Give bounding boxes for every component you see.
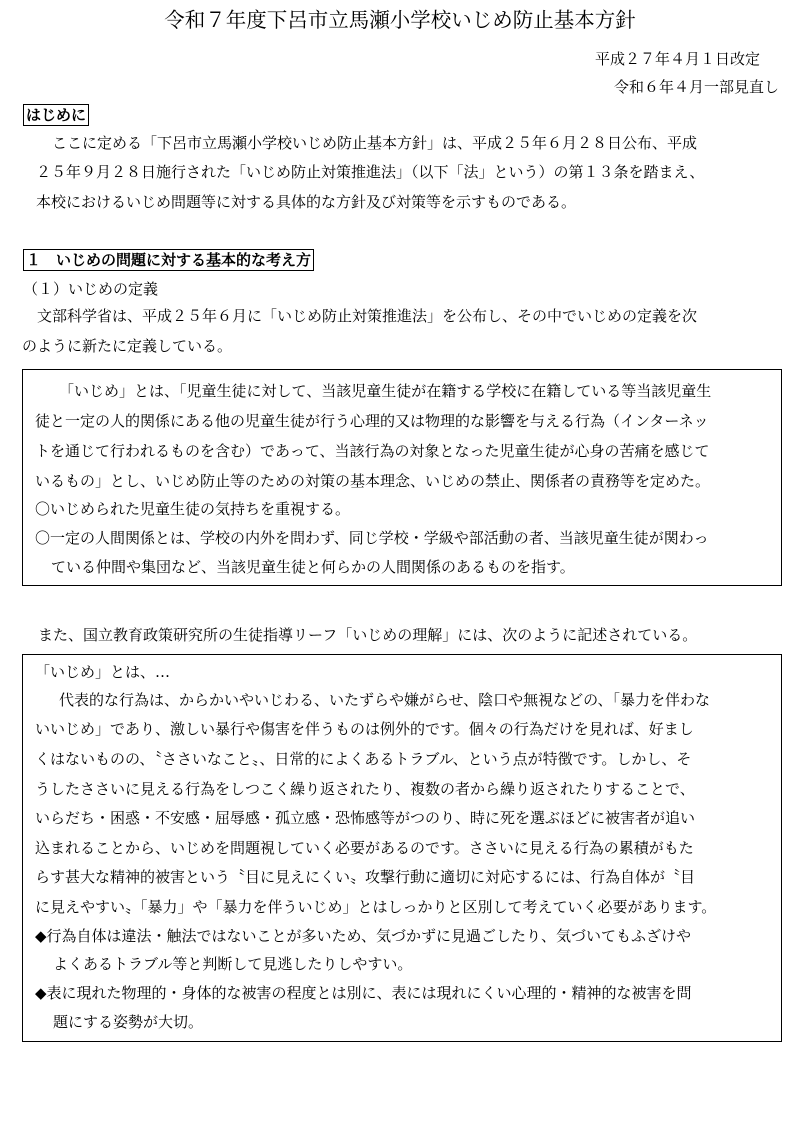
understanding-line-3: いいじめ」であり、激しい暴行や傷害を伴うものは例外的です。個々の行為だけを見れば、好まし bbox=[35, 720, 694, 738]
section1-subheading: （１）いじめの定義 bbox=[23, 280, 159, 298]
definition-bullet-1: 〇いじめられた児童生徒の気持ちを重視する。 bbox=[35, 500, 351, 518]
understanding-box bbox=[22, 654, 782, 1042]
understanding-bullet-2-line-1: ◆表に現れた物理的・身体的な被害の程度とは別に、表には現れにくい心理的・精神的な被害を問 bbox=[35, 984, 692, 1002]
understanding-line-5: うしたささいに見える行為をしつこく繰り返されたり、複数の者から繰り返されたりすることで、 bbox=[35, 780, 695, 798]
page-title: 令和７年度下呂市立馬瀬小学校いじめ防止基本方針 bbox=[164, 8, 636, 32]
definition-bullet-2-line-2: ている仲間や集団など、当該児童生徒と何らかの人間関係のあるものを指す。 bbox=[51, 558, 575, 576]
definition-line-4: いるもの」とし、いじめ防止等のための対策の基本理念、いじめの禁止、関係者の責務等を定めた。 bbox=[35, 472, 711, 490]
understanding-bullet-2-line-2: 題にする姿勢が大切。 bbox=[53, 1013, 204, 1031]
definition-line-3: トを通じて行われるものを含む）であって、当該行為の対象となった児童生徒が心身の苦痛を感じて bbox=[35, 442, 710, 460]
understanding-intro: また、国立教育政策研究所の生徒指導リーフ「いじめの理解」には、次のように記述されている。 bbox=[38, 626, 698, 644]
intro-heading: はじめに bbox=[23, 104, 89, 126]
definition-line-1: 「いじめ」とは、「児童生徒に対して、当該児童生徒が在籍する学校に在籍している等当該児童生 bbox=[59, 382, 712, 400]
understanding-bullet-1-line-2: よくあるトラブル等と判断して見逃したりしやすい。 bbox=[53, 955, 413, 973]
intro-line-1: ここに定める「下呂市立馬瀬小学校いじめ防止基本方針」は、平成２５年６月２８日公布、平成 bbox=[52, 134, 698, 152]
section1-line-1: 文部科学省は、平成２５年６月に「いじめ防止対策推進法」を公布し、その中でいじめの定義を次 bbox=[37, 307, 698, 325]
understanding-line-4: くはないものの、〝ささいなこと〟、日常的によくあるトラブル、という点が特徴です。しかし、そ bbox=[35, 750, 692, 768]
understanding-line-9: に見えやすい〟「暴力」や「暴力を伴ういじめ」とはしっかりと区別して考えていく必要があります。 bbox=[35, 898, 717, 916]
understanding-bullet-1-line-1: ◆行為自体は違法・触法ではないことが多いため、気づかずに見過ごしたり、気づいてもふざけや bbox=[35, 927, 691, 945]
understanding-line-1: 「いじめ」とは、… bbox=[35, 663, 171, 681]
definition-box bbox=[22, 369, 782, 586]
understanding-line-7: 込まれることから、いじめを問題視していく必要があるのです。ささいに見える行為の累積がもた bbox=[35, 839, 694, 857]
understanding-line-2: 代表的な行為は、からかいやいじわる、いたずらや嫌がらせ、陰口や無視などの、「暴力を伴わな bbox=[59, 691, 711, 709]
understanding-line-6: いらだち・困惑・不安感・屈辱感・孤立感・恐怖感等がつのり、時に死を選ぶほどに被害者が追い bbox=[35, 809, 696, 827]
definition-bullet-2-line-1: 〇一定の人間関係とは、学校の内外を問わず、同じ学校・学級や部活動の者、当該児童生徒が関わっ bbox=[35, 529, 709, 547]
section1-line-2: のように新たに定義している。 bbox=[22, 337, 233, 355]
intro-line-3: 本校におけるいじめ問題等に対する具体的な方針及び対策等を示すものである。 bbox=[36, 193, 577, 211]
definition-line-2: 徒と一定の人的関係にある他の児童生徒が行う心理的又は物理的な影響を与える行為（インターネッ bbox=[35, 412, 709, 430]
understanding-line-8: らす甚大な精神的被害という〝目に見えにくい〟攻撃行動に適切に対応するには、行為自体が〝目 bbox=[35, 868, 696, 886]
section1-heading: １ いじめの問題に対する基本的な考え方 bbox=[23, 249, 314, 271]
revision-date-2: 令和６年４月一部見直し bbox=[613, 78, 779, 96]
revision-date-1: 平成２７年４月１日改定 bbox=[594, 50, 760, 68]
intro-line-2: ２５年９月２８日施行された「いじめ防止対策推進法」（以下「法」という）の第１３条を踏まえ、 bbox=[36, 163, 705, 181]
